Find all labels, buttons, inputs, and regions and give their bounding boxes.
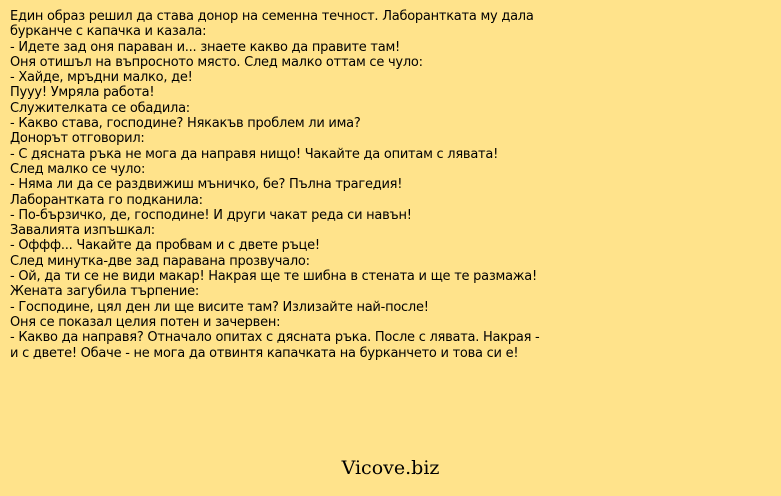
joke-line: Донорът отговорил:	[10, 131, 145, 147]
joke-line: Пууу! Умряла работа!	[10, 85, 155, 101]
joke-line: - Ой, да ти се не види макар! Накрая ще те шибна в стената и ще те размажа!	[10, 269, 537, 285]
joke-line: - Идете зад оня параван и... знаете какво да правите там!	[10, 39, 400, 55]
joke-line: След малко се чуло:	[10, 161, 146, 177]
joke-line: и с двете! Обаче - не мога да отвинтя капачката на бурканчето и това си е!	[10, 345, 519, 361]
joke-line: Служителката се обадила:	[10, 100, 190, 116]
site-watermark: Vicove.biz	[341, 457, 440, 479]
joke-line: Оня се показал целия потен и зачервен:	[10, 314, 281, 330]
joke-line: - Какво да направя? Отначало опитах с дясната ръка. После с лявата. Накрая -	[10, 330, 540, 346]
joke-line: Жената загубила търпение:	[10, 284, 199, 300]
joke-line: - Хайде, мръдни малко, де!	[10, 70, 193, 86]
joke-line: - Какво става, господине? Някакъв проблем ли има?	[10, 116, 361, 132]
joke-line: След минутка-две зад паравана прозвучало:	[10, 253, 310, 269]
joke-line: - Оффф... Чакайте да пробвам и с двете ръце!	[10, 238, 320, 254]
joke-line: Оня отишъл на въпросното място. След малко оттам се чуло:	[10, 54, 423, 70]
joke-line: - Няма ли да се раздвижиш мъничко, бе? Пълна трагедия!	[10, 177, 403, 193]
joke-line: Лаборантката го подканила:	[10, 192, 203, 208]
joke-line: Завалията изпъшкал:	[10, 223, 155, 239]
joke-line: Един образ решил да става донор на семенна течност. Лаборантката му дала	[10, 9, 534, 24]
joke-line: - С дясната ръка не мога да направя нищо! Чакайте да опитам с лявата!	[10, 146, 499, 162]
joke-line: бурканче с капачка и казала:	[10, 24, 207, 40]
joke-line: - По-бързичко, де, господине! И други чакат реда си навън!	[10, 207, 412, 223]
joke-line: - Господине, цял ден ли ще висите там? Излизайте най-после!	[10, 299, 429, 315]
joke-text	[10, 9, 600, 361]
